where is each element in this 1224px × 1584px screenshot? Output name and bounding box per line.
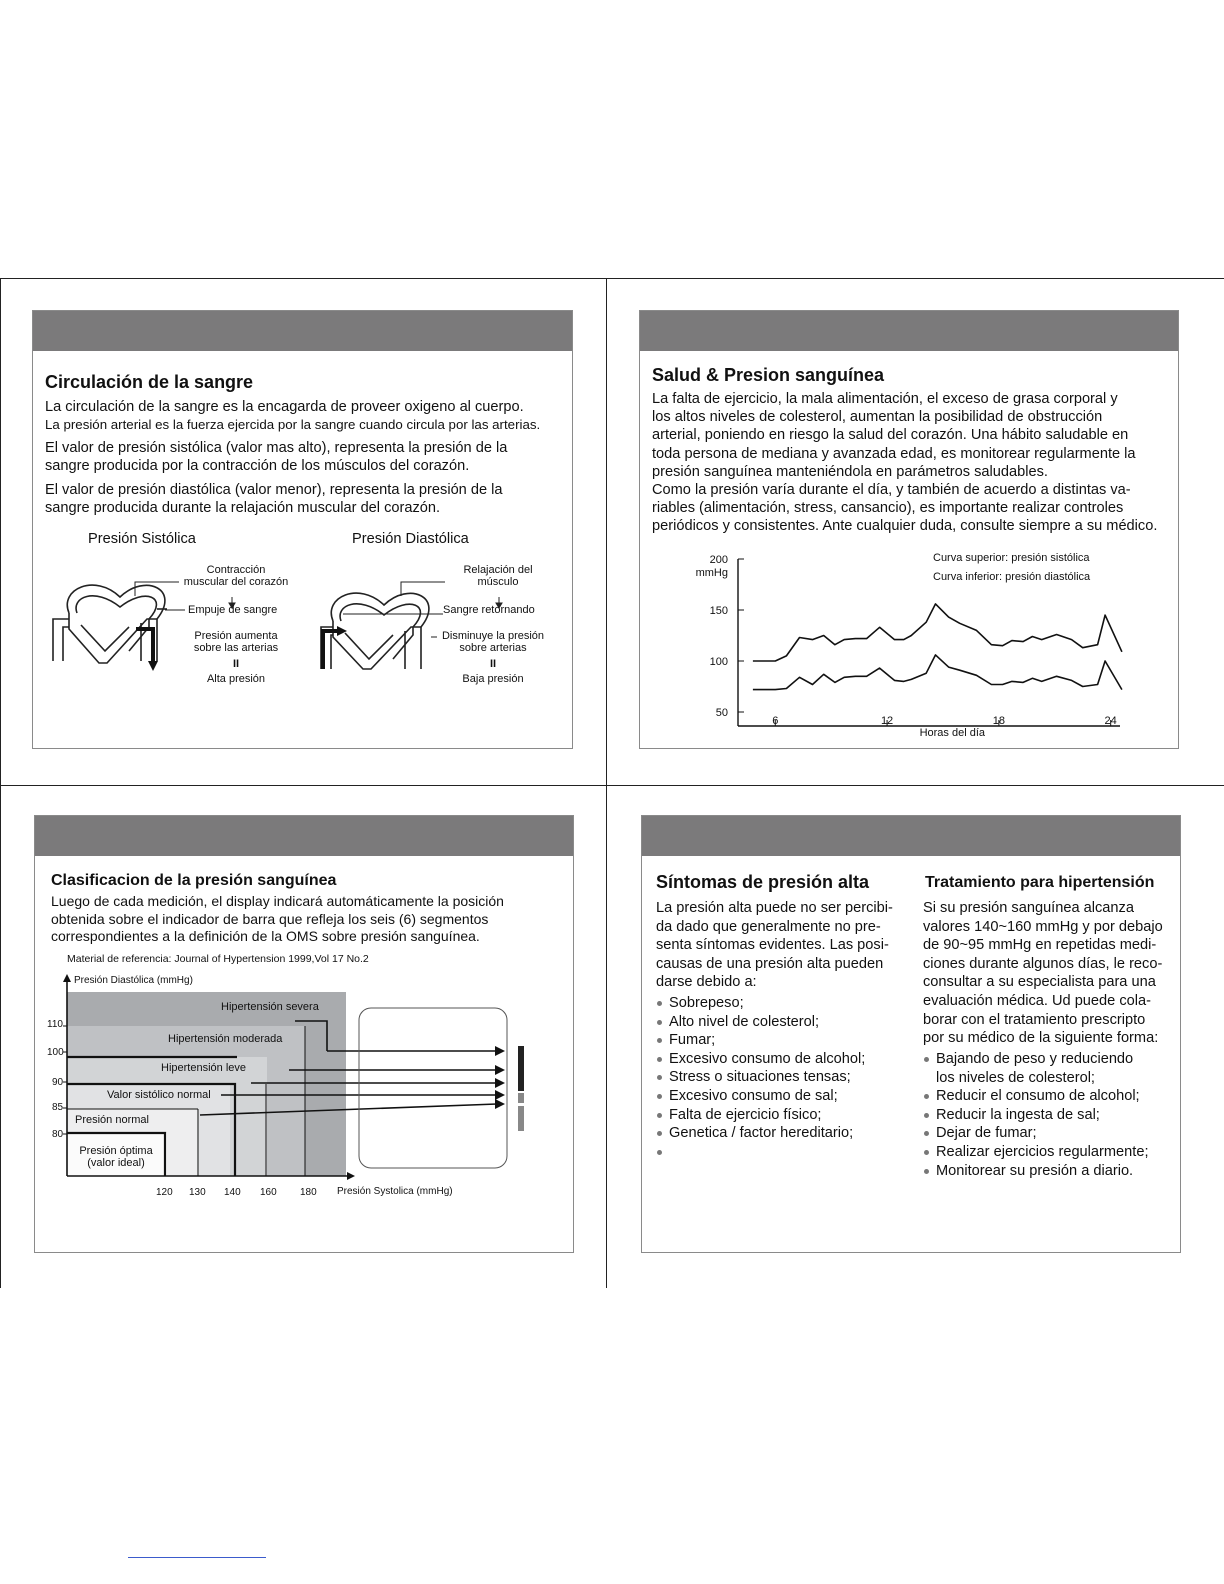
- page-divider-top: [0, 278, 1224, 279]
- panel-symptoms-treatment: [641, 815, 1181, 1253]
- list-item: Excesivo consumo de sal;: [656, 1087, 906, 1106]
- category-label: Hipertensión severa: [221, 1001, 319, 1013]
- y-tick-label: 50: [715, 707, 728, 719]
- symptoms-title: Síntomas de presión alta: [656, 872, 870, 892]
- treatment-title: Tratamiento para hipertensión: [925, 874, 1155, 891]
- symptoms-intro: La presión alta puede no ser percibi- da dado que generalmente no pre- senta síntomas evidentes. Las posi- causas de una presión alta pueden darse debido a:: [656, 900, 893, 991]
- diastolic-return-label: Sangre retornando: [443, 604, 535, 616]
- x-tick-label: 18: [992, 715, 1006, 727]
- treatment-list: [923, 1050, 1173, 1180]
- panel-title: Clasificacion de la presión sanguínea: [51, 872, 337, 889]
- daily-pressure-chart: [640, 541, 1178, 741]
- panel-blood-circulation: [32, 310, 573, 749]
- x-tick: 160: [260, 1187, 277, 1198]
- list-item: Stress o situaciones tensas;: [656, 1068, 906, 1087]
- diastolic-equals: II: [489, 658, 497, 670]
- systolic-heading: Presión Sistólica: [88, 531, 196, 547]
- list-item: Genetica / factor hereditario;: [656, 1124, 906, 1143]
- x-tick-label: 24: [1104, 715, 1117, 727]
- list-item: Bajando de peso y reduciendo: [923, 1050, 1173, 1069]
- panel-body: Luego de cada medición, el display indicará automáticamente la posición obtenida sobre el indicador de barra que refleja los seis (6) segmentos correspondientes a la definición de la OMS sobre presión sanguínea.: [51, 893, 504, 945]
- symptoms-list: [656, 994, 906, 1161]
- bar-indicator: [518, 1046, 524, 1131]
- paragraph: La presión arterial es la fuerza ejercida por la sangre cuando circula por las arterias.: [45, 417, 541, 432]
- systolic-push-label: Empuje de sangre: [188, 604, 278, 616]
- series-line-diastolic: [753, 655, 1122, 690]
- panel-header-band: [33, 311, 572, 351]
- panel-header-band: [35, 816, 573, 856]
- list-item: Monitorear su presión a diario.: [923, 1162, 1173, 1181]
- x-tick-label: 12: [880, 715, 894, 727]
- list-item-continued: los niveles de colesterol;: [936, 1069, 1095, 1086]
- category-label: Hipertensión leve: [161, 1062, 246, 1074]
- panel-health-pressure: [639, 310, 1179, 749]
- y-tick: 100: [47, 1047, 64, 1058]
- panel-body: La falta de ejercicio, la mala alimentación, el exceso de grasa corporal y los altos niveles de colesterol, aumentan la posibilidad de obstrucción arterial, poniendo en riesgo la salud del corazón. Una hábito saludable en toda persona de mediana y avanzada edad, es monitorear regularmente la presión sanguínea manteniéndola en parámetros saludables. Como la presión varía durante el día, y también de acuerdo a distintas va- riables (alimentación, stress, cansancio), es importante realizar controles periódicos y consistentes. Ante cualquier duda, consulte siempre a su médico.: [652, 391, 1158, 535]
- panel-classification: [34, 815, 574, 1253]
- list-item: Fumar;: [656, 1031, 906, 1050]
- y-tick: 85: [52, 1102, 64, 1113]
- legend-entry: Curva inferior: presión diastólica: [933, 571, 1091, 583]
- link-underline: [128, 1557, 266, 1558]
- list-item: Alto nivel de colesterol;: [656, 1013, 906, 1032]
- systolic-heart-illustration: [53, 585, 167, 663]
- panel-header-band: [640, 311, 1178, 351]
- list-item: Excesivo consumo de alcohol;: [656, 1050, 906, 1069]
- category-label-optimal: Presión óptima (valor ideal): [79, 1145, 153, 1169]
- x-tick: 140: [224, 1187, 241, 1198]
- y-tick-label: 200: [709, 554, 728, 566]
- category-label: Valor sistólico normal: [107, 1089, 211, 1101]
- paragraph: El valor de presión sistólica (valor mas alto), representa la presión de la sangre producida por la contracción de los músculos del corazón.: [45, 440, 508, 475]
- y-tick: 80: [52, 1129, 64, 1140]
- legend-entry: Curva superior: presión sistólica: [933, 552, 1090, 564]
- list-item: Reducir el consumo de alcohol;: [923, 1087, 1173, 1106]
- list-item: Realizar ejercicios regularmente;: [923, 1143, 1173, 1162]
- page-divider-left: [0, 278, 1, 1288]
- reference-note: Material de referencia: Journal of Hypertension 1999,Vol 17 No.2: [67, 953, 369, 965]
- systolic-rise-label: Presión aumenta sobre las arterias: [193, 630, 279, 654]
- y-axis-label: mmHg: [695, 567, 728, 579]
- x-axis-label: Horas del día: [919, 727, 986, 739]
- list-item: Reducir la ingesta de sal;: [923, 1106, 1173, 1125]
- page-divider-middle: [0, 785, 1224, 786]
- series-line-systolic: [753, 604, 1122, 661]
- page-divider-center: [606, 278, 607, 1288]
- systolic-contraction-label: Contracción muscular del corazón: [183, 564, 289, 588]
- y-tick: 110: [47, 1019, 63, 1030]
- category-label: Presión normal: [75, 1114, 149, 1126]
- paragraph: El valor de presión diastólica (valor menor), representa la presión de la sangre producida durante la relajación muscular del corazón.: [45, 482, 503, 517]
- list-item: Dejar de fumar;: [923, 1124, 1173, 1143]
- y-tick-label: 100: [709, 656, 728, 668]
- diastolic-result: Baja presión: [462, 673, 524, 685]
- list-item: Sobrepeso;: [656, 994, 906, 1013]
- panel-title: Salud & Presion sanguínea: [652, 365, 885, 385]
- y-axis-label: Presión Diastólica (mmHg): [74, 975, 193, 986]
- x-tick: 180: [300, 1187, 317, 1198]
- diastolic-relax-label: Relajación del músculo: [463, 564, 533, 588]
- list-item: Falta de ejercicio físico;: [656, 1106, 906, 1125]
- y-tick: 90: [52, 1077, 64, 1088]
- panel-title: Circulación de la sangre: [45, 372, 254, 392]
- x-tick: 130: [189, 1187, 206, 1198]
- diastolic-fall-label: Disminuye la presión sobre arterias: [441, 630, 545, 654]
- list-item: [656, 1143, 906, 1162]
- diastolic-heading: Presión Diastólica: [352, 531, 469, 547]
- display-outline: [359, 1008, 507, 1168]
- x-tick-label: 6: [772, 715, 779, 727]
- paragraph: La circulación de la sangre es la encagarda de proveer oxigeno al cuerpo.: [45, 399, 524, 415]
- x-axis-label: Presión Systolica (mmHg): [337, 1186, 453, 1197]
- x-tick: 120: [156, 1187, 173, 1198]
- y-tick-label: 150: [709, 605, 728, 617]
- systolic-arrow: [136, 629, 153, 663]
- category-label: Hipertensión moderada: [168, 1033, 283, 1045]
- systolic-equals: II: [232, 658, 240, 670]
- panel-header-band: [642, 816, 1180, 856]
- treatment-intro: Si su presión sanguínea alcanza valores 140~160 mmHg y por debajo de 90~95 mmHg en repetidas medi- ciones durante algunos días, le reco- consultar a su especialista para una evaluación médica. Ud puede cola- borar con el tratamiento prescripto por su médico de la siguiente forma:: [923, 900, 1163, 1047]
- systolic-result: Alta presión: [206, 673, 266, 685]
